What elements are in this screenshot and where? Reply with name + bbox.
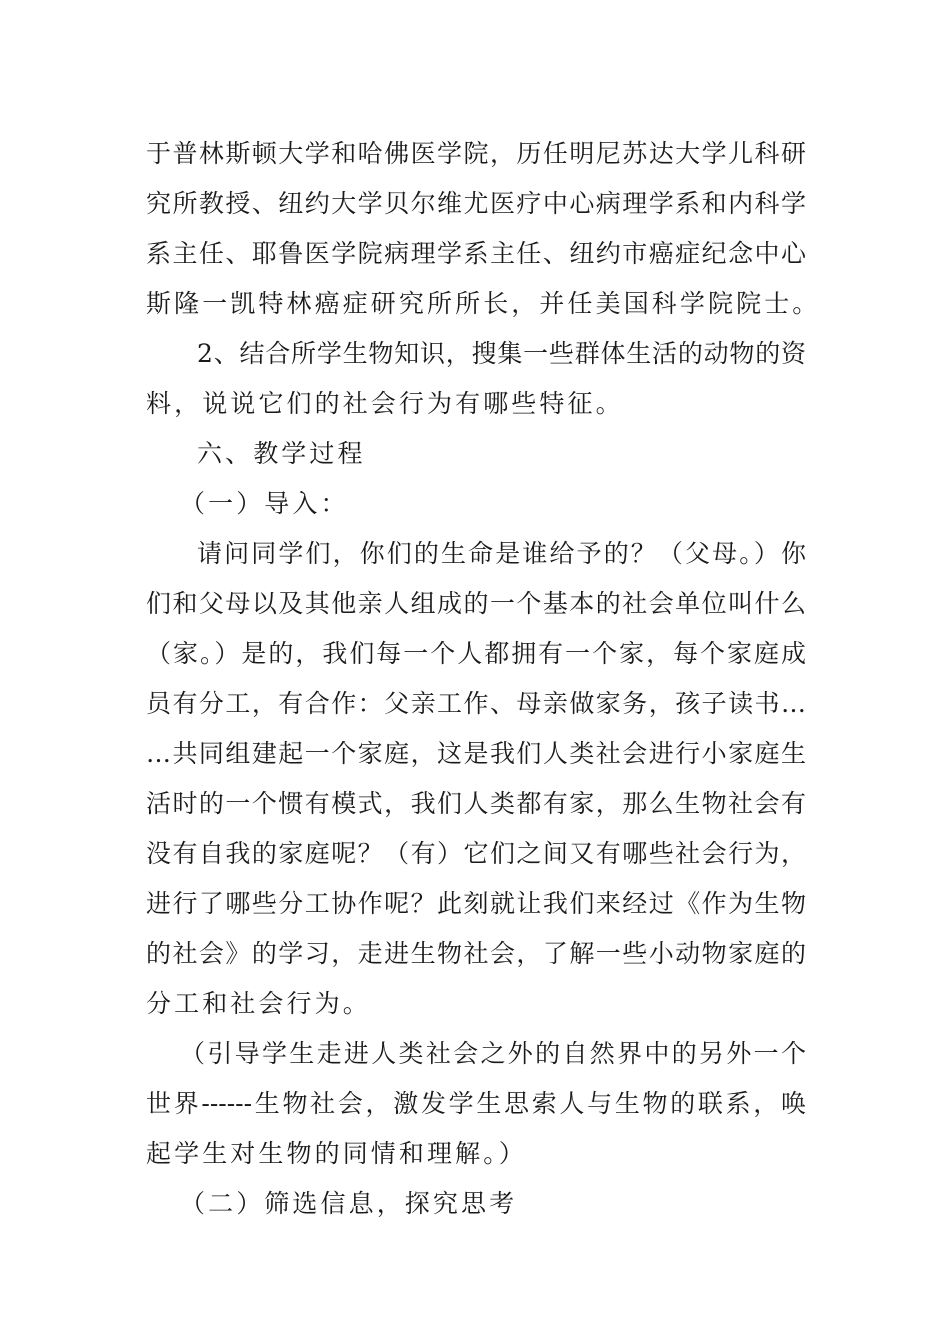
paragraph-line: 们和父母以及其他亲人组成的一个基本的社会单位叫什么 bbox=[146, 589, 806, 618]
paragraph-line: 分工和社会行为。 bbox=[146, 989, 371, 1018]
paragraph-line: …共同组建起一个家庭，这是我们人类社会进行小家庭生 bbox=[146, 739, 806, 768]
paragraph-line: （家。）是的，我们每一个人都拥有一个家，每个家庭成 bbox=[146, 639, 806, 668]
paragraph-line: 请问同学们，你们的生命是谁给予的？（父母。）你 bbox=[197, 539, 806, 568]
paragraph-line: 的社会》的学习，走进生物社会，了解一些小动物家庭的 bbox=[146, 939, 806, 968]
paragraph-line: 系主任、耶鲁医学院病理学系主任、纽约市癌症纪念中心 bbox=[146, 239, 806, 268]
subsection-heading: （一）导入： bbox=[180, 489, 349, 518]
paragraph-line: 进行了哪些分工协作呢？此刻就让我们来经过《作为生物 bbox=[146, 889, 806, 918]
note-line: 世界------生物社会，激发学生思索人与生物的联系，唤 bbox=[146, 1089, 806, 1118]
question-line: 2、结合所学生物知识，搜集一些群体生活的动物的资 bbox=[197, 339, 806, 368]
paragraph-line: 没有自我的家庭呢？（有）它们之间又有哪些社会行为， bbox=[146, 839, 806, 868]
paragraph-line: 斯隆一凯特林癌症研究所所长，并任美国科学院院士。 bbox=[146, 289, 821, 318]
question-line: 料，说说它们的社会行为有哪些特征。 bbox=[146, 389, 624, 418]
paragraph-line: 活时的一个惯有模式，我们人类都有家，那么生物社会有 bbox=[146, 789, 806, 818]
subsection-heading: （二）筛选信息，探究思考 bbox=[180, 1189, 518, 1218]
note-line: （引导学生走进人类社会之外的自然界中的另外一个 bbox=[180, 1039, 806, 1068]
note-line: 起学生对生物的同情和理解。） bbox=[146, 1139, 527, 1168]
paragraph-line: 员有分工，有合作：父亲工作、母亲做家务，孩子读书… bbox=[146, 689, 806, 718]
paragraph-line: 究所教授、纽约大学贝尔维尤医疗中心病理学系和内科学 bbox=[146, 189, 806, 218]
paragraph-line: 于普林斯顿大学和哈佛医学院，历任明尼苏达大学儿科研 bbox=[146, 139, 806, 168]
section-heading: 六、教学过程 bbox=[197, 439, 366, 468]
